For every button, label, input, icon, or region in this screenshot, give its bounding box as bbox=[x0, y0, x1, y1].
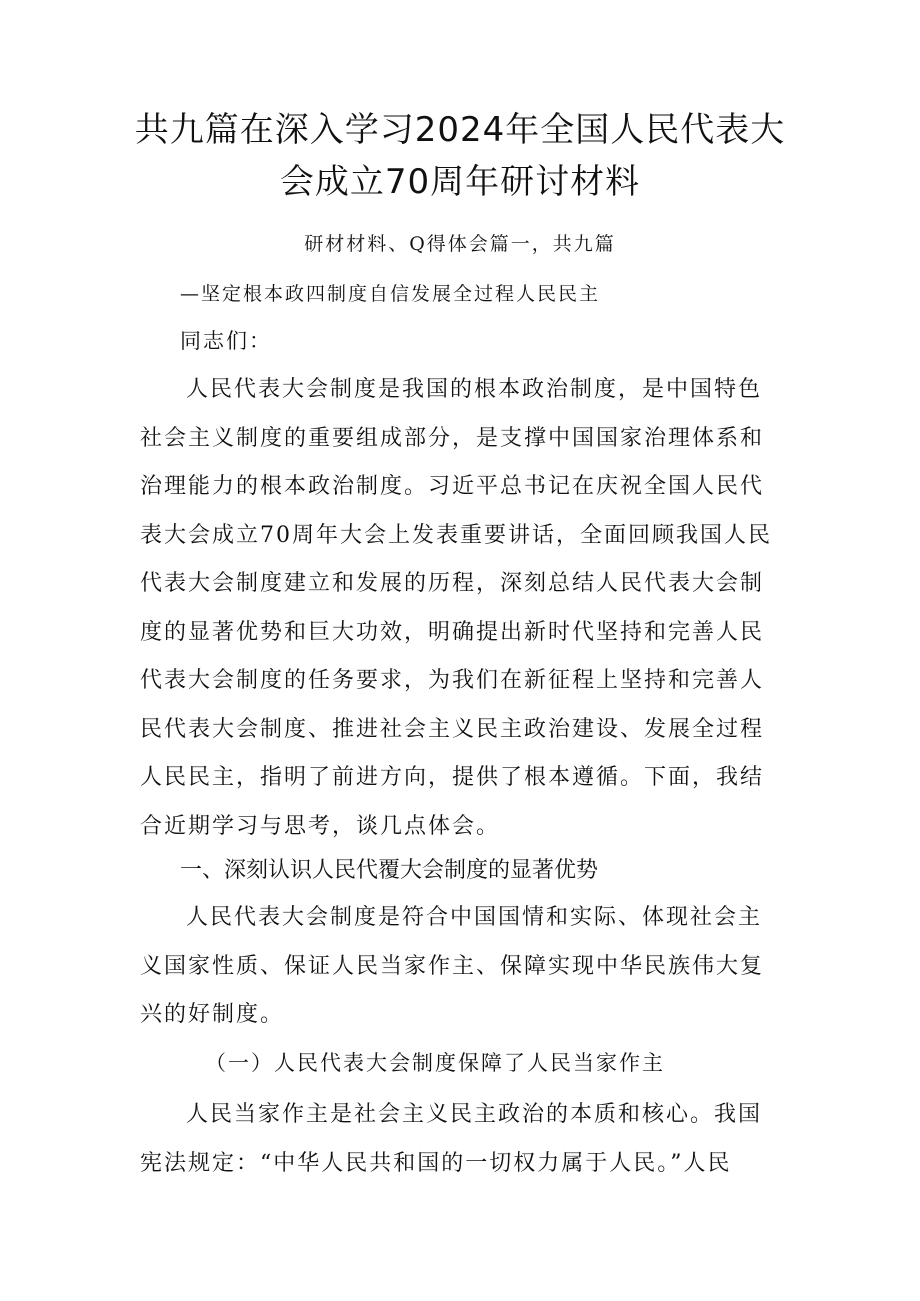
paragraph-line: 人民代表大会制度是我国的根本政治制度，是中国特色 bbox=[186, 377, 763, 402]
paragraph-section-1 bbox=[140, 894, 780, 1040]
document-title-line2: 会成立70周年研讨材料 bbox=[279, 162, 641, 202]
paragraph-line: 代表大会制度的任务要求，为我们在新征程上坚持和完善人 bbox=[140, 668, 765, 693]
paragraph-line: 度的显著优势和巨大功效，明确提出新时代坚持和完善人民 bbox=[140, 619, 765, 645]
paragraph-line: 宪法规定：“中华人民共和国的一切权力属于人民。”人民 bbox=[140, 1150, 732, 1176]
paragraph-line: 民代表大会制度、推进社会主义民主政治建设、发展全过程 bbox=[140, 716, 765, 742]
paragraph-line: 人民民主，指明了前进方向，提供了根本遵循。下面，我结 bbox=[140, 765, 765, 790]
paragraph-line: 社会主义制度的重要组成部分，是支撑中国国家治理体系和 bbox=[140, 425, 765, 451]
paragraph-line: 合近期学习与思考，谈几点体会。 bbox=[140, 813, 501, 839]
section-heading-1: 一、深刻认识人民代覆大会制度的显著优势 bbox=[180, 858, 599, 883]
paragraph-line: 治理能力的根本政治制度。习近平总书记在庆祝全国人民代 bbox=[140, 474, 765, 499]
salutation: 同志们： bbox=[180, 329, 272, 353]
paragraph-line: 人民当家作主是社会主义民主政治的本质和核心。我国 bbox=[186, 1102, 763, 1127]
document-title-line1: 共九篇在深入学习2024年全国人民代表大 bbox=[134, 110, 786, 150]
paragraph-subsection-1 bbox=[140, 1091, 780, 1188]
paragraph-line: 表大会成立70周年大会上发表重要讲话，全面回顾我国人民 bbox=[140, 522, 772, 548]
paragraph-line: 义国家性质、保证人民当家作主、保障实现中华民族伟大复 bbox=[140, 953, 765, 979]
document-subtitle: 研材材料、Q得体会篇一，共九篇 bbox=[304, 233, 616, 255]
paragraph-line: 代表大会制度建立和发展的历程，深刻总结人民代表大会制 bbox=[140, 571, 765, 596]
paragraph-line: 人民代表大会制度是符合中国国情和实际、体现社会主 bbox=[186, 905, 763, 930]
paragraph-intro bbox=[140, 366, 780, 851]
subsection-heading-1: （一）人民代表大会制度保障了人民当家作主 bbox=[205, 1051, 665, 1075]
paragraph-line: 兴的好制度。 bbox=[140, 1002, 285, 1027]
document-subhead: —坚定根本政四制度自信发展全过程人民民主 bbox=[180, 283, 601, 305]
